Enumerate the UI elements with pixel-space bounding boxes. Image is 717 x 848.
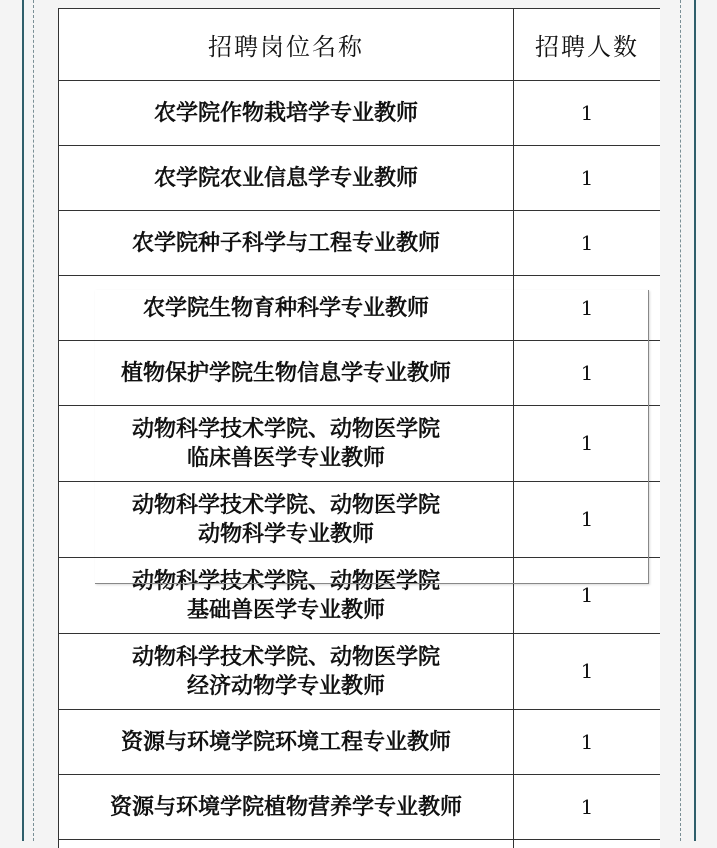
table-header-row <box>59 9 661 81</box>
headcount-cell: 1 <box>514 276 661 341</box>
headcount-cell: 1 <box>514 211 661 276</box>
position-name-line1: 动物科学技术学院、动物医学院 <box>132 492 440 518</box>
headcount-cell: 1 <box>514 558 661 634</box>
page-border-right-dashed <box>680 0 681 841</box>
position-name-cell <box>59 710 514 775</box>
table-row <box>59 81 661 146</box>
table-row <box>59 211 661 276</box>
table-row <box>59 634 661 710</box>
position-name-cell <box>59 146 514 211</box>
table-row <box>59 276 661 341</box>
page-border-left-dashed <box>33 0 34 841</box>
position-name-cell <box>59 406 514 482</box>
position-name-line2: 动物科学专业教师 <box>198 521 374 547</box>
position-name: 植物保护学院生物信息学专业教师 <box>121 360 451 386</box>
headcount-cell: 1 <box>514 146 661 211</box>
position-name-line1: 动物科学技术学院、动物医学院 <box>132 644 440 670</box>
recruitment-table-container <box>58 8 660 848</box>
headcount-cell: 1 <box>514 81 661 146</box>
headcount-cell: 1 <box>514 634 661 710</box>
position-name-line2: 临床兽医学专业教师 <box>187 445 385 471</box>
table-row <box>59 482 661 558</box>
position-name-cell <box>59 482 514 558</box>
table-row <box>59 558 661 634</box>
table-row <box>59 406 661 482</box>
position-name: 资源与环境学院环境工程专业教师 <box>121 729 451 755</box>
position-name-cell <box>59 775 514 840</box>
position-name-line1: 动物科学技术学院、动物医学院 <box>132 568 440 594</box>
table-row <box>59 341 661 406</box>
position-name-line2: 经济动物学专业教师 <box>187 673 385 699</box>
position-name-line2: 基础兽医学专业教师 <box>187 597 385 623</box>
table-row <box>59 146 661 211</box>
position-name-cell <box>59 558 514 634</box>
page-border-right <box>694 0 696 841</box>
headcount-cell: 1 <box>514 341 661 406</box>
position-name-cell <box>59 634 514 710</box>
position-name: 农学院种子科学与工程专业教师 <box>132 230 440 256</box>
position-name-cell <box>59 341 514 406</box>
page-border-left <box>22 0 24 841</box>
table-row <box>59 710 661 775</box>
position-name-cell <box>59 211 514 276</box>
headcount-cell: 1 <box>514 775 661 840</box>
position-name-cell <box>59 81 514 146</box>
position-name: 农学院农业信息学专业教师 <box>154 165 418 191</box>
position-name-line1: 动物科学技术学院、动物医学院 <box>132 416 440 442</box>
header-headcount: 招聘人数 <box>514 9 661 81</box>
headcount-cell: 1 <box>514 482 661 558</box>
recruitment-table <box>58 8 660 848</box>
position-name: 农学院作物栽培学专业教师 <box>154 100 418 126</box>
headcount-cell: 1 <box>514 710 661 775</box>
header-position-name: 招聘岗位名称 <box>59 9 514 81</box>
position-name: 资源与环境学院植物营养学专业教师 <box>110 794 462 820</box>
position-name: 农学院生物育种科学专业教师 <box>143 295 429 321</box>
position-name-cell <box>59 276 514 341</box>
table-row <box>59 775 661 840</box>
headcount-cell: 1 <box>514 406 661 482</box>
